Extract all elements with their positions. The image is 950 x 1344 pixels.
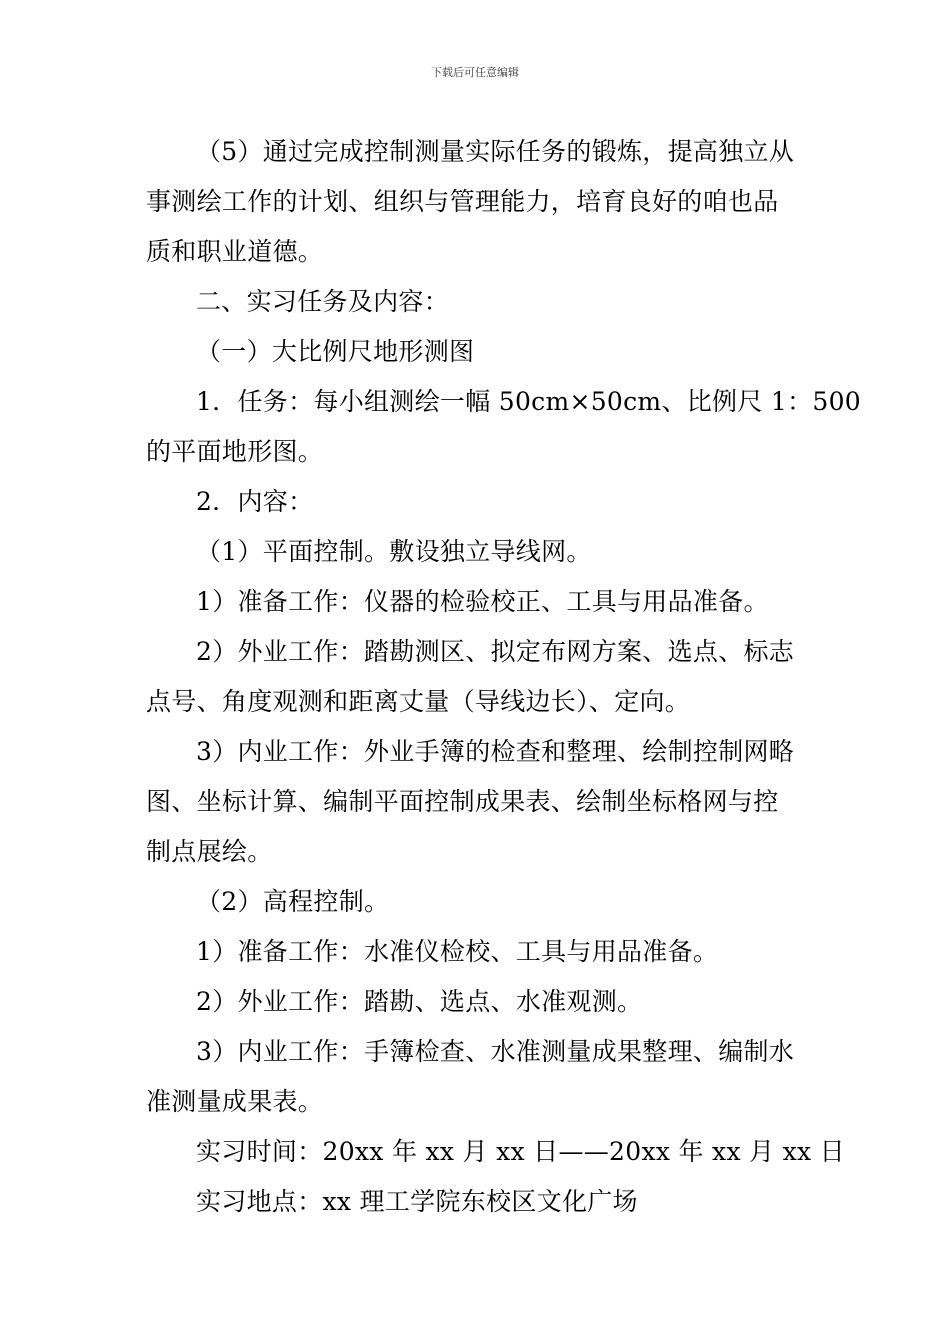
paragraph-line: 制点展绘。 — [146, 837, 273, 866]
paragraph-line: 2．内容： — [196, 487, 314, 516]
paragraph-line: （2）高程控制。 — [196, 887, 390, 916]
section-heading: 二、实习任务及内容： — [196, 287, 450, 316]
internship-time: 实习时间：20xx 年 xx 月 xx 日——20xx 年 xx 月 xx 日 — [196, 1137, 845, 1166]
paragraph-line: 点号、角度观测和距离丈量（导线边长）、定向。 — [146, 687, 691, 716]
paragraph-line: 事测绘工作的计划、组织与管理能力，培育良好的咱也品 — [146, 187, 779, 216]
internship-location: 实习地点：xx 理工学院东校区文化广场 — [196, 1187, 638, 1216]
paragraph-line: 图、坐标计算、编制平面控制成果表、绘制坐标格网与控 — [146, 787, 779, 816]
paragraph-line: 2）外业工作：踏勘测区、拟定布网方案、选点、标志 — [196, 637, 795, 666]
paragraph-line: 质和职业道德。 — [146, 237, 324, 266]
paragraph-line: 准测量成果表。 — [146, 1087, 324, 1116]
paragraph-line: 1）准备工作：水准仪检校、工具与用品准备。 — [196, 937, 719, 966]
subsection-heading: （一）大比例尺地形测图 — [196, 337, 475, 366]
paragraph-line: （5）通过完成控制测量实际任务的锻炼，提高独立从 — [196, 137, 795, 166]
page-header: 下载后可任意编辑 — [431, 66, 519, 79]
paragraph-line: 1）准备工作：仪器的检验校正、工具与用品准备。 — [196, 587, 769, 616]
paragraph-line: 1．任务：每小组测绘一幅 50cm×50cm、比例尺 1：500 — [196, 387, 862, 416]
paragraph-line: （1）平面控制。敷设独立导线网。 — [196, 537, 592, 566]
paragraph-line: 2）外业工作：踏勘、选点、水准观测。 — [196, 987, 643, 1016]
paragraph-line: 的平面地形图。 — [146, 437, 324, 466]
paragraph-line: 3）内业工作：手簿检查、水准测量成果整理、编制水 — [196, 1037, 795, 1066]
document-body — [146, 127, 862, 1227]
paragraph-line: 3）内业工作：外业手簿的检查和整理、绘制控制网略 — [196, 737, 795, 766]
